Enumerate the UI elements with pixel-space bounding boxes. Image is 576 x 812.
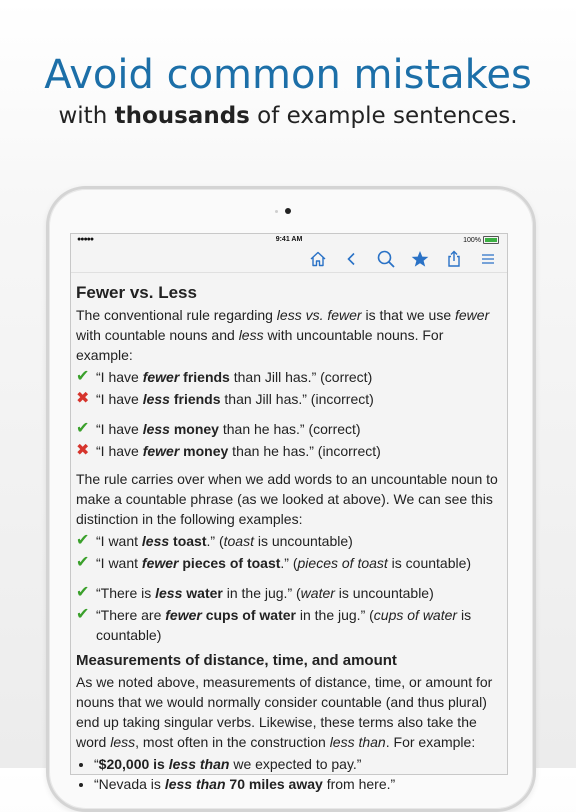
example-text <box>96 389 374 409</box>
list-item <box>94 754 502 774</box>
text-run: “I have <box>96 391 143 407</box>
text-run: 70 miles away <box>225 776 323 792</box>
example-sentence <box>76 441 502 461</box>
text-run: than Jill has.” (correct) <box>229 369 373 385</box>
text-run: pieces of toast <box>297 555 388 571</box>
text-run: less than <box>329 734 386 750</box>
section-heading: Measurements of distance, time, and amount <box>76 652 397 669</box>
checkmark-icon: ✔ <box>76 554 90 571</box>
text-run: “I want <box>96 555 142 571</box>
text-run: “Nevada is <box>94 776 165 792</box>
text-run: water <box>182 585 223 601</box>
example-text <box>96 583 434 603</box>
hero-subtitle <box>0 103 576 129</box>
example-group-1 <box>76 367 502 409</box>
star-icon[interactable] <box>409 248 431 270</box>
text-run: less <box>238 327 264 343</box>
text-run: from here.” <box>322 776 396 792</box>
text-run: pieces of toast <box>178 555 281 571</box>
text-run: The conventional rule regarding <box>76 307 277 323</box>
text-run: less <box>141 533 170 549</box>
hero-title: Avoid common mistakes <box>44 52 532 98</box>
front-camera <box>285 208 291 214</box>
example-sentence <box>76 389 502 409</box>
menu-icon[interactable] <box>477 248 499 270</box>
list-item <box>94 774 502 794</box>
text-run: “I have <box>96 443 143 459</box>
text-run: toast <box>223 533 254 549</box>
text-run: is countable) <box>96 607 472 643</box>
text-run: less <box>142 421 170 437</box>
cross-icon: ✖ <box>76 442 90 459</box>
text-run: less <box>142 391 170 407</box>
text-run: cups of water <box>201 607 296 623</box>
signal-indicator: ●●●●● <box>77 236 94 243</box>
example-sentence <box>76 605 502 645</box>
text-run: .” ( <box>280 555 298 571</box>
text-run: “There is <box>96 585 156 601</box>
text-run: with uncountable nouns. For example: <box>76 327 444 363</box>
intro-paragraph <box>76 305 502 365</box>
article-title: Fewer vs. Less <box>76 283 197 302</box>
text-run: cups of water <box>373 607 458 623</box>
text-run: fewer <box>141 555 179 571</box>
text-run: is that we use <box>361 307 455 323</box>
text-run: “There are <box>96 607 166 623</box>
text-run: As we noted above, measurements of distance, time, or amount for nouns that we would normally consider countable (and thus plural) end up taking singular verbs. Likewise, these terms also take the word <box>76 674 493 750</box>
toolbar <box>71 246 507 273</box>
text-run: money <box>179 443 229 459</box>
hero-subtitle-bold: thousands <box>114 103 250 129</box>
text-run: “I have <box>96 421 143 437</box>
text-run: fewer <box>142 369 180 385</box>
text-run: , most often in the construction <box>135 734 330 750</box>
text-run: we expected to pay.” <box>229 756 362 772</box>
example-group-4 <box>76 583 502 645</box>
checkmark-icon: ✔ <box>76 368 90 385</box>
checkmark-icon: ✔ <box>76 584 90 601</box>
text-run: . For example: <box>385 734 476 750</box>
share-icon[interactable] <box>443 248 465 270</box>
battery-percent: 100% <box>463 236 481 244</box>
example-sentence <box>76 419 502 439</box>
hero-subtitle-pre: with <box>58 103 115 129</box>
text-run: in the jug.” ( <box>222 585 301 601</box>
battery-icon <box>483 236 499 244</box>
light-sensor <box>275 210 278 213</box>
hero-subtitle-post: of example sentences. <box>249 103 518 129</box>
tablet-screen <box>70 233 508 792</box>
checkmark-icon: ✔ <box>76 532 90 549</box>
text-run: is uncountable) <box>253 533 353 549</box>
example-group-2 <box>76 419 502 461</box>
text-run: fewer <box>455 307 490 323</box>
bullet-list <box>76 754 502 794</box>
text-run: $20,000 is <box>98 756 169 772</box>
text-run: less than <box>168 756 230 772</box>
text-run: less <box>110 734 136 750</box>
example-group-3 <box>76 531 502 573</box>
status-bar <box>71 234 507 246</box>
example-sentence <box>76 583 502 603</box>
example-sentence <box>76 553 502 573</box>
example-text <box>96 441 381 461</box>
text-run: The rule carries over when we add words to an uncountable noun to make a countable phrase (as we looked at above). We can see this distinction in the following examples: <box>76 471 498 527</box>
text-run: water <box>300 585 335 601</box>
text-run: than he has.” (correct) <box>218 421 361 437</box>
text-run: than Jill has.” (incorrect) <box>220 391 374 407</box>
text-run: money <box>169 421 219 437</box>
example-text <box>96 367 372 387</box>
text-run: toast <box>169 533 207 549</box>
rule-paragraph <box>76 469 502 529</box>
text-run: .” ( <box>206 533 224 549</box>
text-run: less than <box>164 776 226 792</box>
text-run: is uncountable) <box>334 585 434 601</box>
home-icon[interactable] <box>307 248 329 270</box>
search-icon[interactable] <box>375 248 397 270</box>
text-run: in the jug.” ( <box>295 607 374 623</box>
measurements-paragraph <box>76 672 502 752</box>
checkmark-icon: ✔ <box>76 420 90 437</box>
text-run: less vs. fewer <box>276 307 362 323</box>
battery-indicator <box>463 236 499 244</box>
text-run: friends <box>179 369 230 385</box>
example-text <box>96 553 471 573</box>
back-icon[interactable] <box>341 248 363 270</box>
text-run: fewer <box>165 607 202 623</box>
text-run: is countable) <box>387 555 472 571</box>
checkmark-icon: ✔ <box>76 606 90 623</box>
example-text <box>96 419 361 439</box>
text-run: “I have <box>96 369 143 385</box>
example-text <box>96 531 353 551</box>
status-time: 9:41 AM <box>275 236 303 243</box>
text-run: “ <box>94 756 99 772</box>
example-sentence <box>76 367 502 387</box>
article-content <box>71 273 507 794</box>
example-sentence <box>76 531 502 551</box>
text-run: friends <box>169 391 221 407</box>
text-run: with countable nouns and <box>76 327 239 343</box>
text-run: “I want <box>96 533 142 549</box>
text-run: than he has.” (incorrect) <box>228 443 381 459</box>
text-run: less <box>155 585 183 601</box>
cross-icon: ✖ <box>76 390 90 407</box>
example-text <box>96 605 502 645</box>
text-run: fewer <box>142 443 180 459</box>
